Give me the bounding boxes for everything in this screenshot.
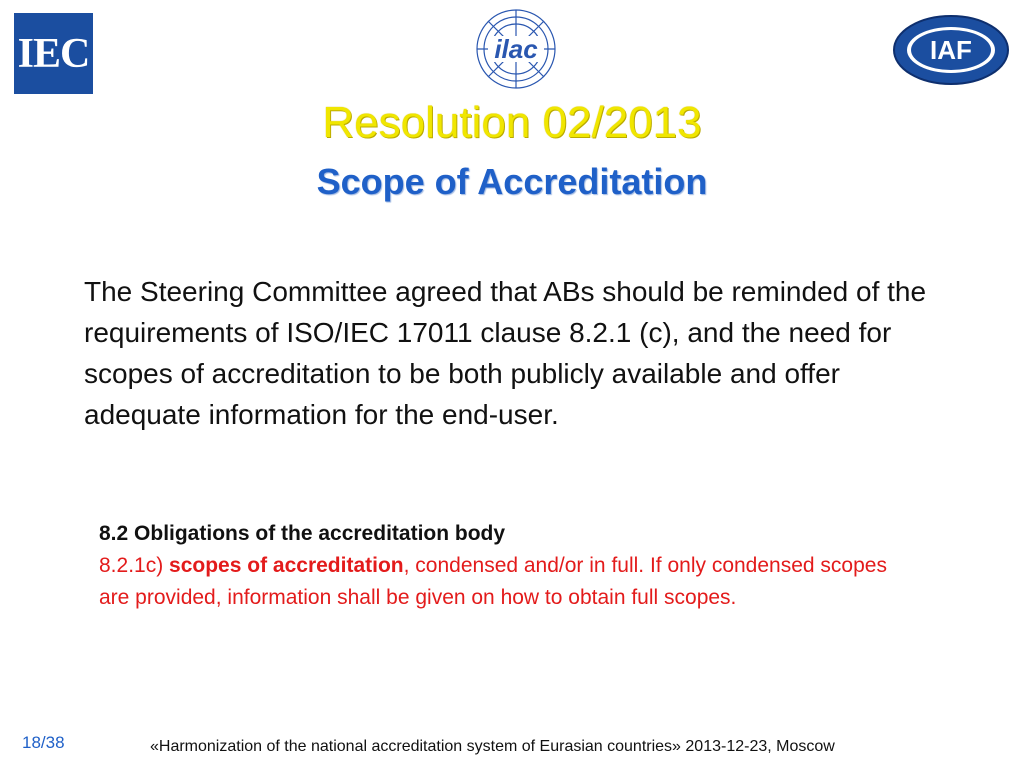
excerpt-rest: , condensed and/or in full. If only condensed scopes are provided, information shall be given on how to obtain full scopes. [99,554,887,609]
iaf-logo [892,14,1010,86]
excerpt-heading: 8.2 Obligations of the accreditation body [99,522,506,545]
slide-title: Resolution 02/2013 [322,98,702,147]
standard-excerpt [99,518,919,614]
excerpt-emphasis: scopes of accreditation [169,554,404,577]
iec-logo [14,13,93,94]
excerpt-clause: 8.2.1c) [99,554,164,577]
body-paragraph: The Steering Committee agreed that ABs should be reminded of the requirements of ISO/IEC 17011 clause 8.2.1 (c), and the need for scopes of accreditation to be both publicly available and offer adequate information for the end-user. [84,276,927,430]
footer-text: «Harmonization of the national accreditation system of Eurasian countries» 2013-12-23, Moscow [150,738,835,755]
ilac-logo-text: ilac [494,34,538,64]
page-number: 18/38 [22,733,65,752]
excerpt-body [99,550,919,614]
iec-logo-text: IEC [17,30,90,77]
iaf-logo-text: IAF [930,35,972,65]
slide-subtitle: Scope of Accreditation [316,161,708,202]
ilac-logo [468,8,564,90]
